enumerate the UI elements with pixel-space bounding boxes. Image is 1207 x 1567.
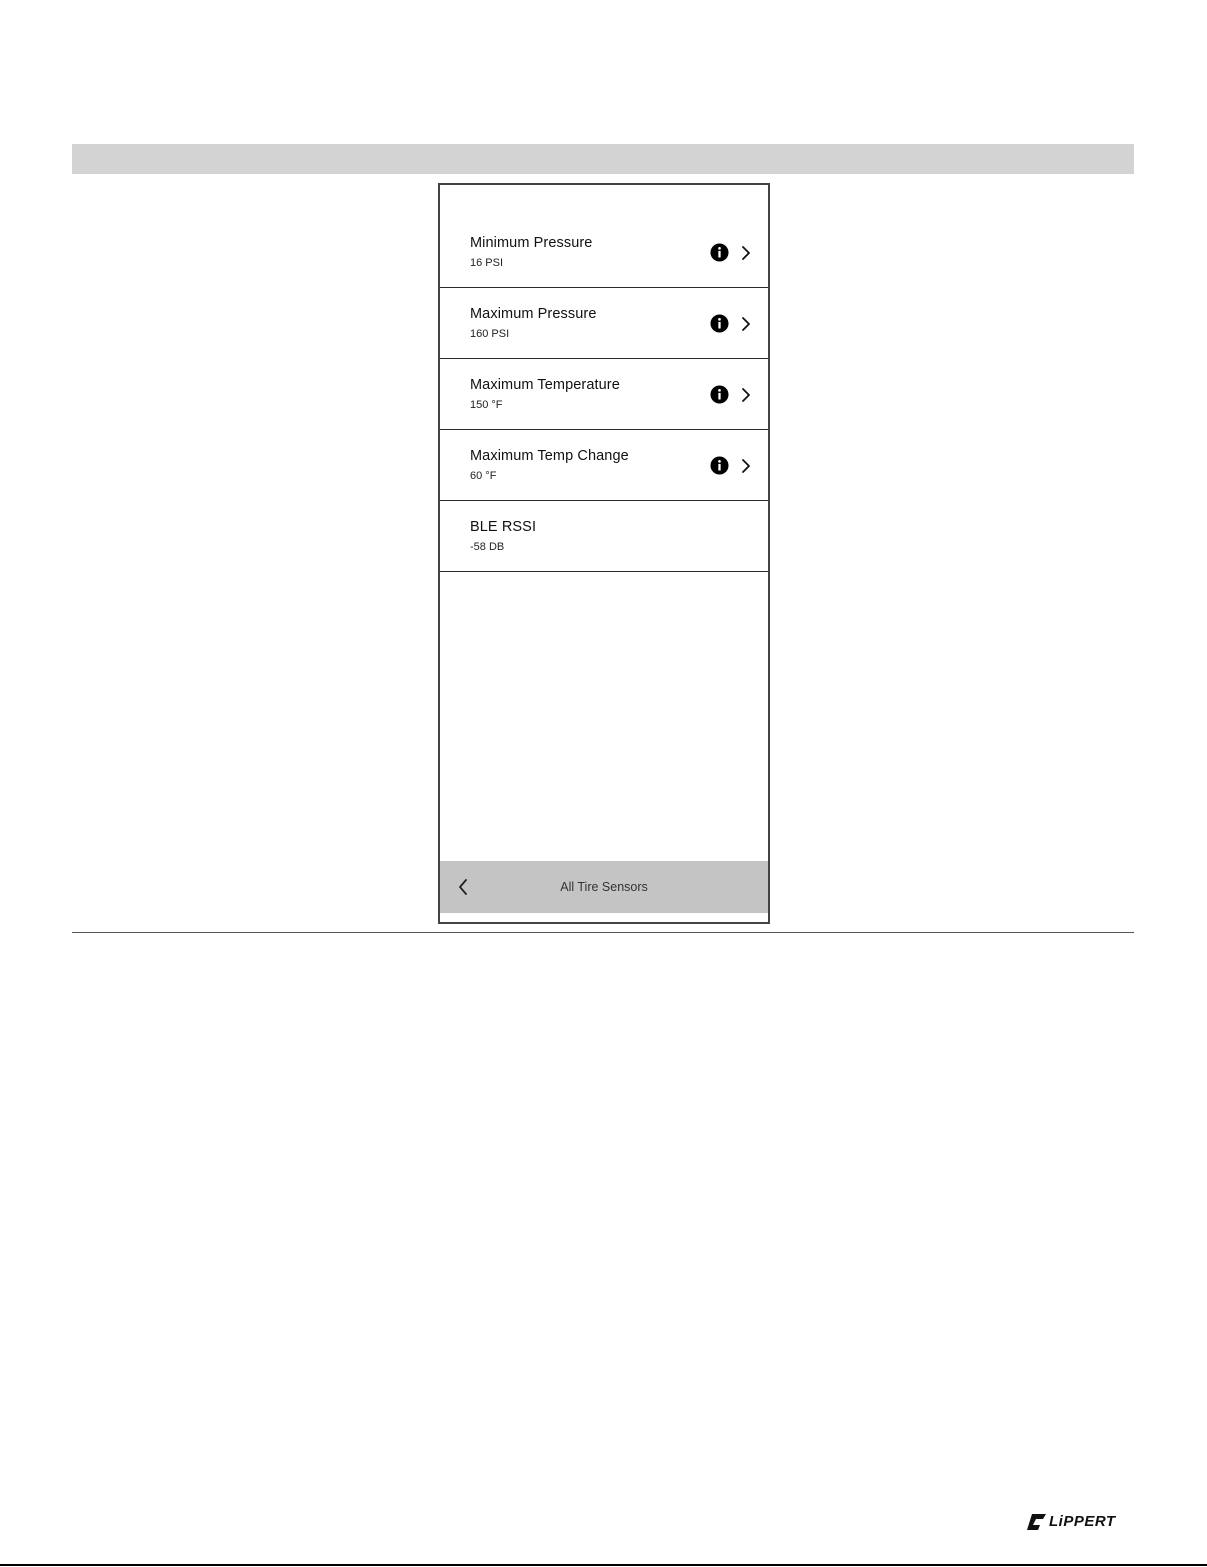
setting-value: 16 PSI bbox=[470, 257, 504, 269]
setting-value: 60 °F bbox=[470, 470, 497, 482]
setting-row-maximum-temperature[interactable] bbox=[440, 359, 768, 430]
setting-value: 160 PSI bbox=[470, 328, 510, 340]
setting-row-minimum-pressure[interactable] bbox=[440, 217, 768, 288]
logo-text: LiPPERT bbox=[1049, 1513, 1116, 1530]
setting-row-ble-rssi bbox=[440, 501, 768, 572]
chevron-right-icon[interactable] bbox=[740, 245, 752, 261]
section-divider bbox=[72, 932, 1134, 933]
page-bottom-rule bbox=[0, 1564, 1207, 1566]
setting-label: Maximum Temperature bbox=[470, 377, 620, 393]
setting-label: Maximum Temp Change bbox=[470, 448, 629, 464]
setting-row-maximum-temp-change[interactable] bbox=[440, 430, 768, 501]
setting-value: 150 °F bbox=[470, 399, 503, 411]
lippert-logo bbox=[1026, 1512, 1138, 1532]
setting-label: BLE RSSI bbox=[470, 519, 537, 535]
setting-row-maximum-pressure[interactable] bbox=[440, 288, 768, 359]
info-icon[interactable] bbox=[710, 243, 729, 262]
lippert-logo-mark-icon bbox=[1026, 1513, 1048, 1531]
chevron-right-icon[interactable] bbox=[740, 458, 752, 474]
setting-value: -58 DB bbox=[470, 541, 505, 553]
header-band bbox=[72, 144, 1134, 174]
bottom-nav-bar bbox=[440, 861, 768, 913]
setting-label: Maximum Pressure bbox=[470, 306, 597, 322]
phone-screen bbox=[438, 183, 770, 924]
nav-title: All Tire Sensors bbox=[560, 880, 648, 894]
setting-label: Minimum Pressure bbox=[470, 235, 593, 251]
chevron-right-icon[interactable] bbox=[740, 387, 752, 403]
chevron-right-icon[interactable] bbox=[740, 316, 752, 332]
sensor-settings-list bbox=[440, 217, 768, 572]
info-icon[interactable] bbox=[710, 385, 729, 404]
info-icon[interactable] bbox=[710, 456, 729, 475]
info-icon[interactable] bbox=[710, 314, 729, 333]
